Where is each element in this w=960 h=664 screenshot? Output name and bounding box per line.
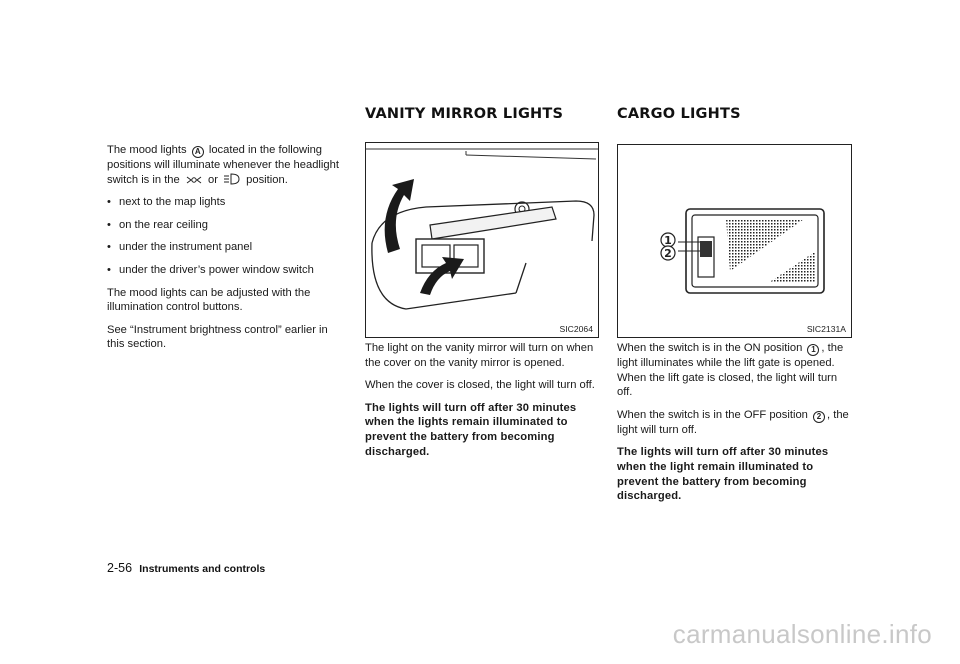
- vanity-paragraph-2: When the cover is closed, the light will turn off.: [365, 379, 595, 392]
- bullet-dot: •: [107, 263, 111, 276]
- headlight-icon: [223, 173, 241, 185]
- cargo-lights-heading: CARGO LIGHTS: [617, 106, 741, 122]
- bullet-dot: •: [107, 196, 111, 209]
- vanity-warning: The lights will turn off after 30 minutes when the lights remain illuminated to prevent the battery from becoming discharged.: [365, 401, 577, 458]
- bullet-text: under the instrument panel: [119, 241, 253, 254]
- figure-code: SIC2131A: [806, 324, 846, 334]
- mood-lights-paragraph: [107, 143, 346, 187]
- vanity-mirror-figure: [365, 142, 599, 338]
- bullet-dot: •: [107, 218, 111, 231]
- vanity-paragraph-1: The light on the vanity mirror will turn on when the cover on the vanity mirror is opened.: [365, 342, 594, 369]
- cargo-lights-figure: [617, 144, 852, 338]
- cargo-paragraph-1: [617, 341, 851, 400]
- page-number: 2-56: [107, 561, 133, 575]
- marker-a: A: [192, 146, 204, 158]
- vanity-mirror-illustration: [366, 143, 598, 337]
- cargo-text-d: , the light will turn off.: [617, 408, 849, 436]
- marker-2: 2: [813, 411, 825, 423]
- mood-lights-see-paragraph: See “Instrument brightness control” earlier in this section.: [107, 323, 328, 351]
- bullet-dot: •: [107, 241, 111, 254]
- callout-2: 2: [664, 247, 672, 260]
- cargo-text-b: , the light illuminates while the lift gate is opened. When the lift gate is closed, the light will turn off.: [617, 342, 844, 399]
- vanity-mirror-column: [365, 341, 597, 467]
- figure-code: SIC2064: [559, 324, 593, 334]
- mood-lights-or: or: [207, 173, 218, 186]
- cargo-light-illustration: [618, 145, 851, 337]
- mood-lights-column: [107, 143, 346, 360]
- mood-lights-text-c: position.: [246, 173, 288, 186]
- mood-lights-adjust-paragraph: The mood lights can be adjusted with the illumination control buttons.: [107, 286, 311, 314]
- cargo-paragraph-2: [617, 408, 851, 438]
- bullet-item: [107, 195, 346, 210]
- cargo-lights-column: [617, 341, 851, 512]
- page-footer: [107, 561, 265, 575]
- section-name: Instruments and controls: [139, 563, 266, 575]
- callout-1: 1: [664, 234, 672, 247]
- watermark: carmanualsonline.info: [672, 619, 932, 649]
- bullet-text: under the driver’s power window switch: [119, 263, 314, 276]
- parking-lights-icon: [185, 175, 203, 185]
- mood-lights-text-b: located in the following positions will illuminate whenever the headlight switch is in the: [107, 144, 339, 186]
- bullet-item: [107, 218, 346, 233]
- bullet-text: next to the map lights: [119, 196, 226, 209]
- bullet-text: on the rear ceiling: [119, 218, 208, 231]
- bullet-item: [107, 263, 346, 278]
- cargo-text-c: When the switch is in the OFF position: [617, 408, 808, 421]
- marker-1: 1: [807, 344, 819, 356]
- cargo-text-a: When the switch is in the ON position: [617, 342, 803, 354]
- bullet-item: [107, 240, 346, 255]
- vanity-mirror-heading: VANITY MIRROR LIGHTS: [365, 106, 564, 122]
- mood-lights-text-a: The mood lights: [107, 144, 187, 156]
- cargo-warning: The lights will turn off after 30 minutes when the light remain illuminated to prevent the battery from becoming discharged.: [617, 446, 829, 503]
